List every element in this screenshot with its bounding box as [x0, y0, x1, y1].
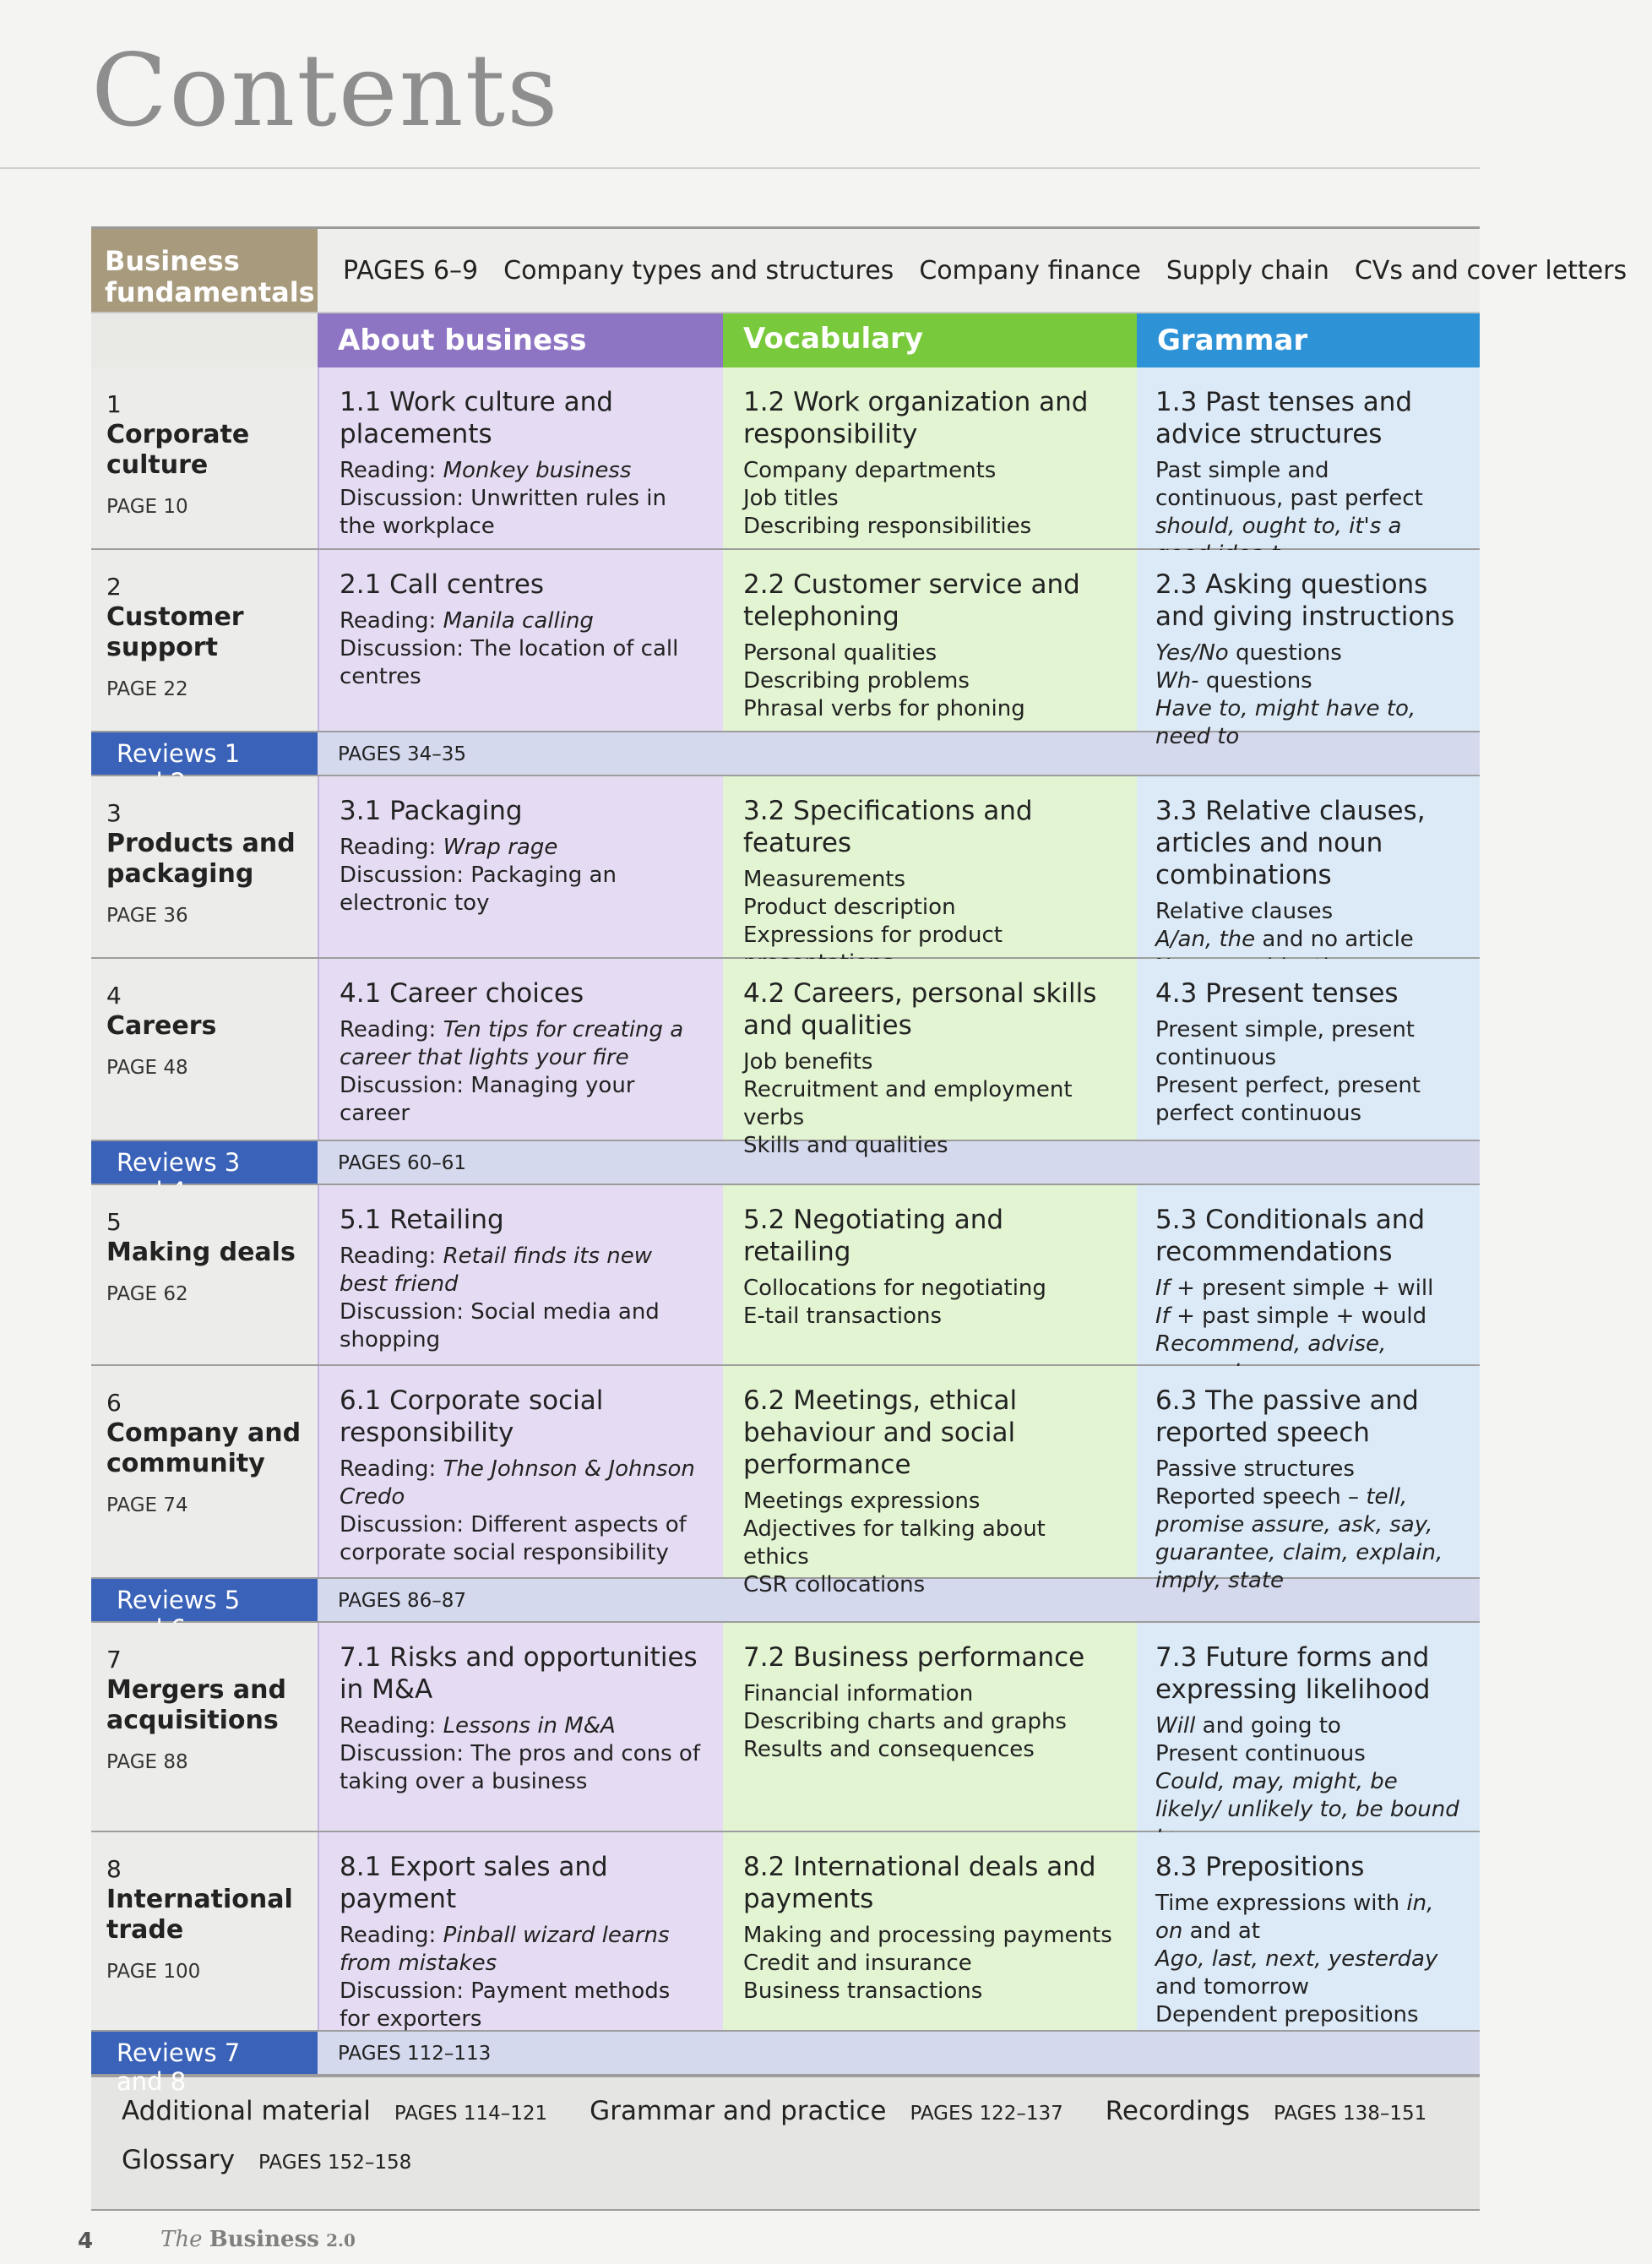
section-line [1155, 457, 1461, 513]
section-line [340, 1922, 703, 1978]
unit-title: Careers [106, 1011, 217, 1041]
section-line [743, 1132, 1117, 1160]
section-line [340, 1978, 703, 2033]
line-italic-text: Lessons in M&A [443, 1713, 616, 1739]
section-title: 5.3 Conditionals and recommendations [1155, 1205, 1426, 1267]
line-text: Meetings expressions [743, 1488, 981, 1514]
section-line [1155, 695, 1461, 751]
unit-row [91, 959, 1480, 1158]
unit-title: Customer support [106, 602, 244, 662]
section-line [1155, 1890, 1461, 1946]
section-line [1155, 2001, 1461, 2029]
line-italic-text: A/an, the [1155, 927, 1256, 952]
section-line [743, 1516, 1117, 1571]
additional-item-pages: PAGES 122–137 [910, 2103, 1063, 2125]
additional-item-label: Recordings [1105, 2096, 1250, 2126]
fundamentals-label: Business fundamentals [91, 229, 318, 312]
line-text: Making and processing payments [743, 1923, 1112, 1948]
line-text: Reading: [340, 1244, 443, 1269]
section-title: 8.2 International deals and payments [743, 1852, 1096, 1914]
line-text: Passive structures [1155, 1456, 1355, 1482]
unit-page: PAGE 62 [106, 1283, 188, 1305]
fundamentals-topics [318, 229, 1652, 312]
line-text: Phrasal verbs for phoning [743, 696, 1025, 721]
line-text: Credit and insurance [743, 1951, 972, 1976]
line-text: Discussion: Different aspects of corporate social responsibility [340, 1512, 687, 1565]
fundamentals-topic: CVs and cover letters [1354, 255, 1628, 286]
section-line [1155, 1303, 1461, 1331]
section-line [1155, 1712, 1461, 1740]
line-italic-text: If [1155, 1276, 1170, 1301]
unit-number: 8 [106, 1855, 122, 1883]
line-text: Reading: [340, 1923, 443, 1948]
section-title: 6.3 The passive and reported speech [1155, 1385, 1419, 1448]
page-title: Contents [91, 32, 560, 149]
review-row [91, 2032, 1480, 2096]
line-text: Financial information [743, 1681, 974, 1706]
unit-page: PAGE 88 [106, 1751, 188, 1773]
about-business-cell [318, 959, 723, 1140]
line-text: Personal qualities [743, 640, 937, 666]
line-text: Measurements [743, 867, 906, 892]
unit-title: Corporate culture [106, 420, 250, 480]
line-text: Reported speech – [1155, 1484, 1367, 1510]
page-number: 4 [78, 2229, 94, 2254]
line-text: + present simple + will [1169, 1276, 1434, 1301]
section-line [340, 1456, 703, 1511]
line-italic-text: Will [1155, 1713, 1196, 1739]
grammar-cell [1137, 367, 1480, 548]
line-text: questions [1198, 668, 1312, 694]
section-line [743, 1571, 1117, 1599]
unit-page: PAGE 36 [106, 905, 188, 927]
section-title: 1.1 Work culture and placements [340, 387, 613, 449]
unit-cell [91, 1623, 318, 1831]
vocabulary-cell [723, 1185, 1137, 1364]
section-line [1155, 1016, 1461, 1072]
section-line [743, 1488, 1117, 1516]
additional-item-label: Grammar and practice [590, 2096, 887, 2126]
about-business-cell [318, 776, 723, 957]
grammar-cell [1137, 959, 1480, 1140]
section-line [743, 1978, 1117, 2005]
unit-cell [91, 959, 318, 1140]
unit-cell [91, 1185, 318, 1364]
unit-title: International trade [106, 1885, 293, 1945]
section-line [743, 457, 1117, 485]
unit-number: 4 [106, 982, 122, 1010]
fundamentals-topic: Company types and structures [503, 255, 894, 286]
line-italic-text: The Johnson & Johnson Credo [340, 1456, 695, 1510]
line-text: Describing responsibilities [743, 514, 1032, 539]
contents-table [91, 226, 1628, 2211]
unit-title: Products and packaging [106, 829, 296, 889]
section-line [743, 513, 1117, 541]
review-pages: PAGES 34–35 [338, 743, 467, 765]
section-title: 8.3 Prepositions [1155, 1852, 1365, 1882]
section-line [743, 1303, 1117, 1331]
section-line [340, 1072, 703, 1128]
vocabulary-cell [723, 776, 1137, 957]
section-title: 4.1 Career choices [340, 978, 584, 1009]
line-italic-text: Pinball wizard learns from mistakes [340, 1923, 670, 1976]
review-label: Reviews 5 [91, 1579, 318, 1621]
section-line [1155, 1072, 1461, 1128]
additional-item-label: Additional material [122, 2096, 371, 2126]
additional-line [122, 2145, 1459, 2194]
line-italic-text: Recommend, advise, [1155, 1331, 1387, 1357]
section-line [743, 1950, 1117, 1978]
section-line [743, 1736, 1117, 1764]
line-text: Recruitment and employment verbs [743, 1077, 1073, 1130]
section-line [340, 862, 703, 917]
section-line [1155, 1740, 1461, 1768]
unit-row [91, 776, 1480, 959]
section-line [743, 866, 1117, 894]
unit-cell [91, 1832, 318, 2030]
section-line [340, 635, 703, 691]
fundamentals-topic: Company finance [919, 255, 1141, 286]
section-line [340, 457, 703, 485]
additional-section [91, 2076, 1480, 2211]
line-text: Discussion: Social media and shopping [340, 1299, 660, 1352]
line-text: Results and consequences [743, 1737, 1035, 1762]
grammar-cell [1137, 1832, 1480, 2030]
section-line [1155, 1946, 1461, 2001]
section-title: 3.3 Relative clauses, articles and noun combinations [1155, 796, 1426, 890]
about-business-cell [318, 1366, 723, 1577]
unit-title: Making deals [106, 1238, 296, 1267]
title-divider [0, 167, 1480, 169]
section-title: 4.3 Present tenses [1155, 978, 1399, 1009]
line-text: Describing problems [743, 668, 970, 694]
grammar-cell [1137, 1185, 1480, 1364]
section-line [340, 485, 703, 541]
grammar-cell [1137, 1623, 1480, 1831]
line-text: and tomorrow [1155, 1974, 1310, 2000]
about-business-cell [318, 1832, 723, 2030]
section-line [743, 1076, 1117, 1132]
book-name: The Business 2.0 [160, 2227, 356, 2252]
unit-number: 7 [106, 1646, 122, 1674]
section-line [1155, 639, 1461, 667]
line-italic-text: Could, may, might, be likely/ unlikely to, be bound [1155, 1769, 1459, 1822]
section-line [743, 1048, 1117, 1076]
line-text: Present perfect, present perfect continuous [1155, 1073, 1421, 1126]
section-title: 5.2 Negotiating and retailing [743, 1205, 1004, 1267]
line-text: Reading: [340, 608, 443, 634]
line-text: Discussion: The location of call centres [340, 636, 679, 689]
unit-page: PAGE 10 [106, 496, 188, 518]
line-italic-text: Ten tips for creating a career that lights your fire [340, 1017, 684, 1070]
section-title: 2.3 Asking questions and giving instructions [1155, 569, 1455, 632]
section-line [743, 894, 1117, 922]
about-business-cell [318, 367, 723, 548]
unit-page: PAGE 48 [106, 1057, 188, 1079]
section-title: 7.3 Future forms and expressing likelihood [1155, 1642, 1431, 1705]
about-business-cell [318, 1623, 723, 1831]
line-italic-text: If [1155, 1303, 1170, 1329]
about-business-cell [318, 1185, 723, 1364]
line-text: Discussion: Managing your career [340, 1073, 635, 1126]
line-text: Dependent prepositions [1155, 2002, 1419, 2027]
unit-column-header [91, 313, 318, 367]
review-pages: PAGES 60–61 [338, 1152, 467, 1174]
line-text: Collocations for negotiating [743, 1276, 1046, 1301]
section-line [743, 667, 1117, 695]
unit-page: PAGE 100 [106, 1961, 201, 1983]
line-text: Discussion: Packaging an electronic toy [340, 863, 617, 916]
section-line [1155, 898, 1461, 926]
about-business-header: About business [318, 313, 723, 367]
fundamentals-topic: Supply chain [1166, 255, 1329, 286]
line-text: Company departments [743, 458, 997, 483]
section-line [743, 1680, 1117, 1708]
additional-item-pages: PAGES 114–121 [394, 2103, 548, 2125]
section-title: 3.2 Specifications and features [743, 796, 1033, 858]
section-line [743, 1922, 1117, 1950]
section-title: 8.1 Export sales and payment [340, 1852, 608, 1914]
vocabulary-cell [723, 550, 1137, 731]
line-text: Reading: [340, 835, 443, 860]
section-title: 3.1 Packaging [340, 796, 523, 826]
line-text: E-tail transactions [743, 1303, 943, 1329]
line-italic-text: Monkey business [443, 458, 632, 483]
section-line [340, 1511, 703, 1567]
fundamentals-row [91, 229, 1628, 313]
additional-item-pages: PAGES 152–158 [258, 2152, 412, 2174]
section-line [743, 695, 1117, 723]
unit-page: PAGE 22 [106, 678, 188, 700]
grammar-cell [1137, 550, 1480, 749]
line-text: Past simple and continuous, past perfect [1155, 458, 1423, 511]
line-text: Job titles [743, 486, 839, 511]
section-line [340, 1712, 703, 1740]
unit-row [91, 1832, 1480, 2032]
unit-row [91, 367, 1480, 550]
section-title: 5.1 Retailing [340, 1205, 504, 1235]
line-text: Discussion: Unwritten rules in the workplace [340, 486, 667, 539]
section-title: 1.3 Past tenses and advice structures [1155, 387, 1413, 449]
line-text: Discussion: The pros and cons of taking over a business [340, 1741, 700, 1794]
line-text: and no article [1255, 927, 1414, 952]
section-line [743, 485, 1117, 513]
unit-cell [91, 550, 318, 731]
line-text: Business transactions [743, 1978, 983, 2004]
additional-item-label: Glossary [122, 2145, 235, 2175]
vocabulary-cell [723, 1832, 1137, 2030]
unit-cell [91, 776, 318, 957]
section-line [340, 834, 703, 862]
unit-number: 6 [106, 1389, 122, 1417]
line-italic-text: tell, promise assure, ask, say, guarantee, claim, explain, imply, state [1155, 1484, 1443, 1593]
additional-item-pages: PAGES 138–151 [1273, 2103, 1427, 2125]
section-line [1155, 1456, 1461, 1483]
line-text: Skills and qualities [743, 1133, 948, 1158]
grammar-header: Grammar [1137, 313, 1480, 367]
line-italic-text: Ago, last, next, yesterday [1155, 1946, 1438, 1972]
section-line [340, 1243, 703, 1298]
review-label: Reviews 1 [91, 732, 318, 775]
section-title: 4.2 Careers, personal skills and qualities [743, 978, 1097, 1041]
line-text: Reading: [340, 1456, 443, 1482]
section-line [743, 1275, 1117, 1303]
unit-page: PAGE 74 [106, 1494, 188, 1516]
line-italic-text: Retail finds its new best friend [340, 1244, 653, 1297]
review-pages: PAGES 112–113 [338, 2043, 492, 2065]
line-italic-text: should, ought to, it's a [1155, 514, 1402, 539]
section-line [743, 639, 1117, 667]
section-title: 2.1 Call centres [340, 569, 545, 600]
section-title: 7.2 Business performance [743, 1642, 1085, 1673]
unit-title: Company and community [106, 1418, 302, 1478]
line-text: Reading: [340, 1713, 443, 1739]
section-title: 1.2 Work organization and responsibility [743, 387, 1089, 449]
unit-number: 5 [106, 1208, 122, 1236]
line-italic-text: Yes/No [1155, 640, 1229, 666]
line-text: Reading: [340, 458, 443, 483]
review-label: Reviews 3 [91, 1141, 318, 1184]
line-text: Product description [743, 895, 956, 920]
line-text: Adjectives for talking about ethics [743, 1516, 1046, 1570]
unit-number: 3 [106, 799, 122, 827]
review-pages: PAGES 86–87 [338, 1590, 467, 1612]
line-italic-text: Have to, might have to, need to [1155, 696, 1416, 749]
line-text: questions [1228, 640, 1342, 666]
unit-cell [91, 1366, 318, 1577]
unit-number: 1 [106, 390, 122, 418]
line-text: Job benefits [743, 1049, 873, 1075]
vocabulary-cell [723, 959, 1137, 1158]
additional-line [122, 2096, 1459, 2145]
grammar-cell [1137, 1366, 1480, 1593]
line-text: Expressions for product [743, 922, 1003, 948]
line-text: and going to [1195, 1713, 1341, 1739]
unit-row [91, 550, 1480, 749]
vocabulary-cell [723, 1623, 1137, 1831]
section-line [1155, 667, 1461, 695]
line-text: Describing charts and graphs [743, 1709, 1067, 1734]
section-line [340, 1016, 703, 1072]
line-italic-text: Wrap rage [443, 835, 558, 860]
section-line [743, 1708, 1117, 1736]
section-line [1155, 1275, 1461, 1303]
line-text: Present continuous [1155, 1741, 1366, 1766]
section-line [1155, 926, 1461, 954]
line-italic-text: in, on [1155, 1891, 1434, 1944]
line-text: Time expressions with [1155, 1891, 1407, 1916]
vocabulary-header: Vocabulary [723, 313, 1137, 367]
unit-number: 2 [106, 573, 122, 601]
section-title: 7.1 Risks and opportunities in M&A [340, 1642, 698, 1705]
unit-row [91, 1366, 1480, 1597]
unit-title: Mergers and acquisitions [106, 1675, 286, 1735]
review-label: Reviews 7 and 8 [91, 2032, 318, 2074]
section-title: 2.2 Customer service and telephoning [743, 569, 1080, 632]
vocabulary-cell [723, 1366, 1137, 1597]
line-text: Relative clauses [1155, 899, 1334, 924]
fundamentals-pages: PAGES 6–9 [343, 255, 479, 286]
unit-row [91, 1623, 1480, 1832]
section-line [340, 1298, 703, 1354]
line-text: Present simple, present continuous [1155, 1017, 1415, 1070]
section-line [340, 607, 703, 635]
line-text: and at [1182, 1918, 1260, 1944]
unit-cell [91, 367, 318, 548]
section-title: 6.1 Corporate social responsibility [340, 1385, 604, 1448]
line-italic-text: Wh- [1155, 668, 1199, 694]
line-text: Reading: [340, 1017, 443, 1042]
unit-row [91, 1185, 1480, 1366]
section-line [340, 1740, 703, 1796]
line-text: + past simple + would [1169, 1303, 1427, 1329]
grammar-cell [1137, 776, 1480, 957]
section-line [1155, 1483, 1461, 1595]
line-text: CSR collocations [743, 1572, 926, 1597]
line-text: Discussion: Payment methods for exporters [340, 1978, 671, 2032]
column-header-row [91, 313, 1480, 367]
line-italic-text: Manila calling [443, 608, 594, 634]
vocabulary-cell [723, 367, 1137, 548]
about-business-cell [318, 550, 723, 731]
section-title: 6.2 Meetings, ethical behaviour and social performance [743, 1385, 1018, 1480]
